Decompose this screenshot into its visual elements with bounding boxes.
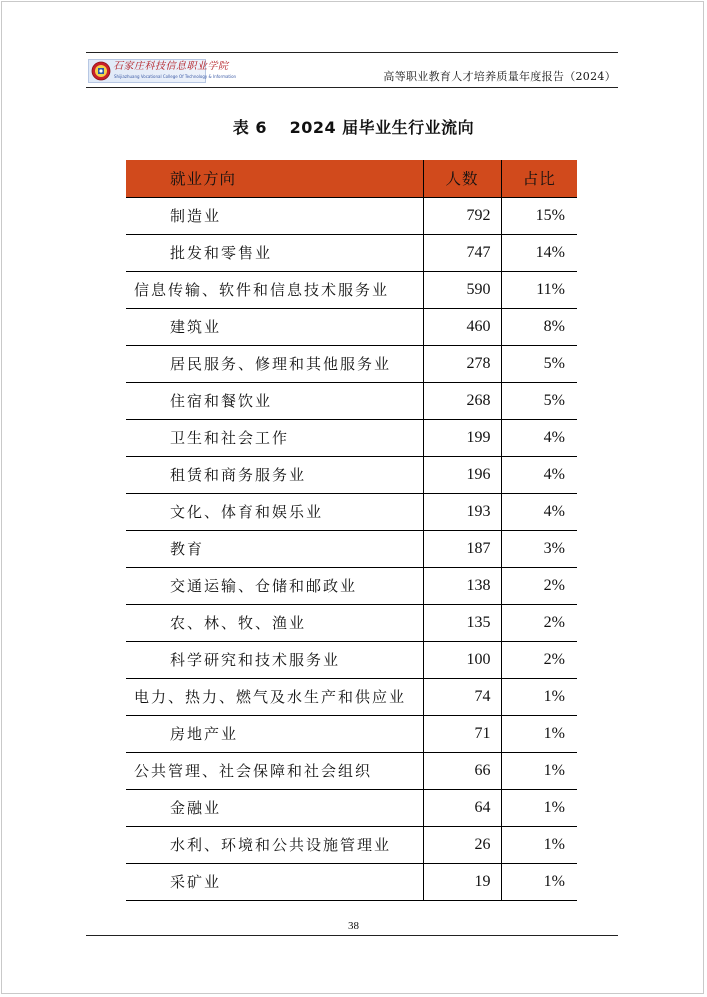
table-row [126,234,577,271]
table-row [126,789,577,826]
industry-cell: 租赁和商务服务业 [126,456,423,493]
share-cell: 1% [501,715,577,752]
industry-flow-table [126,160,577,901]
industry-cell: 住宿和餐饮业 [126,382,423,419]
share-cell: 1% [501,678,577,715]
count-cell: 278 [423,345,501,382]
count-cell: 135 [423,604,501,641]
share-cell: 2% [501,641,577,678]
report-title: 高等职业教育人才培养质量年度报告（2024） [383,70,616,83]
industry-cell: 水利、环境和公共设施管理业 [126,826,423,863]
industry-cell: 交通运输、仓储和邮政业 [126,567,423,604]
count-cell: 71 [423,715,501,752]
table-row [126,567,577,604]
count-cell: 74 [423,678,501,715]
share-cell: 1% [501,752,577,789]
count-cell: 187 [423,530,501,567]
share-cell: 3% [501,530,577,567]
table-row [126,715,577,752]
share-cell: 4% [501,493,577,530]
industry-cell: 卫生和社会工作 [126,419,423,456]
college-logo [88,59,237,83]
share-cell: 1% [501,826,577,863]
table-row [126,419,577,456]
table-row [126,863,577,900]
table-row [126,271,577,308]
logo-subtitle: Shijiazhuang Vocational College Of Technology & Information [114,74,237,79]
table-header-row [126,160,577,197]
industry-cell: 建筑业 [126,308,423,345]
table-row [126,752,577,789]
table-caption: 表 6 2024 届毕业生行业流向 [232,118,475,137]
table-row [126,641,577,678]
count-cell: 26 [423,826,501,863]
industry-cell: 电力、热力、燃气及水生产和供应业 [126,678,423,715]
column-header-industry: 就业方向 [126,160,423,197]
count-cell: 460 [423,308,501,345]
industry-cell: 居民服务、修理和其他服务业 [126,345,423,382]
column-header-count: 人数 [423,160,501,197]
industry-cell: 文化、体育和娱乐业 [126,493,423,530]
count-cell: 193 [423,493,501,530]
share-cell: 15% [501,197,577,234]
college-emblem-icon [91,61,111,81]
table-row [126,604,577,641]
share-cell: 2% [501,567,577,604]
share-cell: 11% [501,271,577,308]
count-cell: 196 [423,456,501,493]
share-cell: 2% [501,604,577,641]
share-cell: 8% [501,308,577,345]
count-cell: 100 [423,641,501,678]
table-row [126,382,577,419]
share-cell: 5% [501,382,577,419]
count-cell: 199 [423,419,501,456]
table-row [126,678,577,715]
count-cell: 64 [423,789,501,826]
header-rule-top [86,52,618,53]
industry-cell: 房地产业 [126,715,423,752]
share-cell: 5% [501,345,577,382]
table-row [126,308,577,345]
page-header [86,52,618,88]
table-row [126,345,577,382]
share-cell: 4% [501,419,577,456]
table-row [126,530,577,567]
logo-title: 石家庄科技信息职业学院 [113,61,229,72]
table-row [126,197,577,234]
header-rule-bottom [86,87,618,88]
share-cell: 14% [501,234,577,271]
table-row [126,826,577,863]
table-row [126,493,577,530]
page-number: 38 [348,920,359,932]
share-cell: 1% [501,863,577,900]
count-cell: 268 [423,382,501,419]
share-cell: 4% [501,456,577,493]
industry-cell: 批发和零售业 [126,234,423,271]
table-body [126,197,577,900]
count-cell: 590 [423,271,501,308]
industry-cell: 教育 [126,530,423,567]
count-cell: 66 [423,752,501,789]
industry-cell: 制造业 [126,197,423,234]
count-cell: 747 [423,234,501,271]
count-cell: 792 [423,197,501,234]
industry-cell: 采矿业 [126,863,423,900]
footer-rule [86,935,618,936]
count-cell: 138 [423,567,501,604]
industry-cell: 科学研究和技术服务业 [126,641,423,678]
count-cell: 19 [423,863,501,900]
industry-cell: 金融业 [126,789,423,826]
table-row [126,456,577,493]
industry-cell: 信息传输、软件和信息技术服务业 [126,271,423,308]
industry-cell: 公共管理、社会保障和社会组织 [126,752,423,789]
column-header-share: 占比 [501,160,577,197]
industry-cell: 农、林、牧、渔业 [126,604,423,641]
share-cell: 1% [501,789,577,826]
